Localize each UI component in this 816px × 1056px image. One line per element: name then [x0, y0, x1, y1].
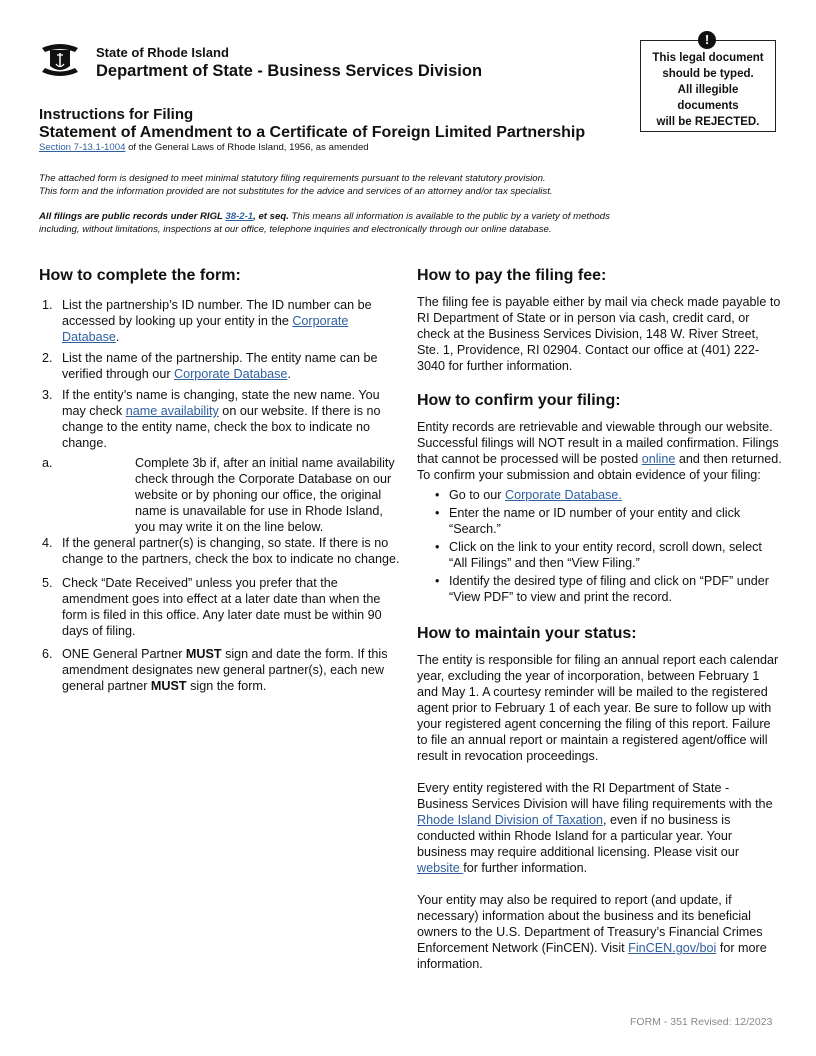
bullet-text: Go to our — [449, 488, 506, 502]
step-text: If the entity’s name is changing, state the new name. You may check — [62, 388, 380, 418]
must-emphasis: MUST — [185, 647, 222, 661]
rhode-island-seal-icon — [38, 38, 82, 82]
step-item — [39, 350, 404, 382]
paragraph-text: Every entity registered with the RI Department of State - Business Services Division will have filing requirements with the — [417, 781, 773, 811]
disclaimer-line: The attached form is designed to meet minimal statutory filing requirements pursuant to the relevant statutory provision. — [39, 173, 546, 184]
corporate-database-link[interactable]: Corporate Database — [174, 367, 288, 381]
step-item — [39, 297, 404, 345]
bullet-text: Enter the name or ID number of your entity and click “Search.” — [449, 506, 741, 536]
form-revision-footer: FORM - 351 Revised: 12/2023 — [630, 1016, 773, 1028]
website-link[interactable]: website — [417, 861, 464, 875]
public-records-notice — [39, 210, 610, 236]
step-text: . — [115, 330, 120, 344]
section-heading: How to confirm your filing: — [417, 392, 621, 409]
warning-line: All illegible — [677, 84, 739, 96]
state-name: State of Rhode Island — [96, 45, 229, 60]
maintain-paragraph — [417, 780, 782, 876]
bullet-text: Identify the desired type of filing and click on “PDF” under “View PDF” to view and print the record. — [449, 574, 769, 604]
pay-fee-section — [417, 267, 782, 374]
exclamation-icon: ! — [698, 31, 716, 49]
bullet-icon: • — [435, 540, 440, 554]
step-number: 4. — [42, 536, 53, 550]
bullet-item — [417, 539, 782, 571]
confirm-filing-section — [417, 392, 782, 605]
public-records-text: including, without limitations, inspections at our office, telephone inquiries and electronically through our online database. — [39, 224, 552, 235]
section-heading: How to complete the form: — [39, 267, 241, 284]
step-text: sign the form. — [186, 679, 267, 693]
confirm-text-part: and then returned. To confirm your submission and obtain evidence of your filing: — [417, 452, 782, 482]
warning-line: This legal document — [652, 52, 764, 64]
bullet-icon: • — [435, 574, 440, 588]
public-records-text: This means all information is available to the public by a variety of methods — [288, 211, 610, 222]
step-item — [39, 646, 404, 694]
pay-fee-text: The filing fee is payable either by mail via check made payable to RI Department of State or in person via cash, credit card, or check at the Business Services Division, 148 W. River Street, Ste. 1, Providence, RI 02904. Contact our office at (401) 222-3040 for further information. — [417, 295, 781, 373]
maintain-status-section — [417, 625, 782, 972]
paragraph-text: Your entity may also be required to report (and update, if necessary) information about the business and its beneficial owners to the U.S. Department of Treasury’s Financial Crimes Enforcement Network (FinCEN). Visit — [417, 893, 763, 955]
sub-step-item — [39, 455, 404, 535]
warning-line: will be REJECTED. — [656, 116, 760, 128]
public-records-bold: All filings are public records under RIGL — [39, 211, 226, 222]
step-text: If the general partner(s) is changing, so state. If there is no change to the partners, check the box to indicate no change. — [62, 536, 400, 566]
step-text: ONE General Partner — [62, 647, 186, 661]
bullet-item — [417, 487, 782, 503]
step-number: 6. — [42, 647, 53, 661]
confirm-text-part: Entity records are retrievable and viewable through our website. Successful filings will NOT result in a mailed confirmation. Filings that cannot be processed will be posted — [417, 420, 779, 466]
section-heading: How to maintain your status: — [417, 625, 637, 642]
must-emphasis: MUST — [150, 679, 187, 693]
step-text: List the name of the partnership. The entity name can be verified through our — [62, 351, 378, 381]
online-link[interactable]: online — [641, 452, 676, 466]
step-item — [39, 575, 404, 639]
step-number: 3. — [42, 388, 53, 402]
paragraph-text: for more information. — [417, 941, 767, 971]
et-seq: , et seq. — [253, 211, 289, 222]
paragraph-text: , even if no business is conducted within Rhode Island for a particular year. Your business may require additional licensing. Please visit our — [417, 813, 740, 859]
bullet-icon: • — [435, 506, 440, 520]
department-name: Department of State - Business Services Division — [96, 62, 483, 80]
rigl-link[interactable]: 38-2-1 — [225, 211, 254, 222]
division-of-taxation-link[interactable]: Rhode Island Division of Taxation — [417, 813, 603, 827]
bullet-item — [417, 573, 782, 605]
section-link[interactable]: Section 7-13.1-1004 — [39, 142, 126, 153]
step-text: . — [287, 367, 291, 381]
disclaimer-line: This form and the information provided are not substitutes for the advice and services of an attorney and/or tax specialist. — [39, 186, 553, 197]
step-number: 1. — [42, 298, 53, 312]
corporate-database-link[interactable]: Corporate Database. — [505, 488, 622, 502]
bullet-item — [417, 505, 782, 537]
complete-form-section — [39, 267, 404, 699]
page-title-line2: Statement of Amendment to a Certificate of Foreign Limited Partnership — [39, 124, 586, 141]
step-number: 2. — [42, 351, 53, 365]
maintain-paragraph: The entity is responsible for filing an annual report each calendar year, excluding the year of incorporation, between February 1 and May 1. A courtesy reminder will be mailed to the registered agent prior to February 1 of each year. Be sure to follow up with your registered agent concerning the filing of this report. Failure to file an annual report or maintain a registered agent/office will result in revocation proceedings. — [417, 653, 779, 763]
statute-text: of the General Laws of Rhode Island, 1956, as amended — [125, 142, 369, 153]
step-number: 5. — [42, 576, 53, 590]
paragraph-text: for further information. — [463, 861, 588, 875]
statute-reference — [39, 142, 369, 153]
bullet-icon: • — [435, 488, 440, 502]
warning-line: documents — [677, 100, 739, 112]
page-title-line1: Instructions for Filing — [39, 106, 194, 123]
maintain-paragraph — [417, 892, 782, 972]
fincen-link[interactable]: FinCEN.gov/boi — [628, 941, 717, 955]
step-item — [39, 387, 404, 535]
warning-line: should be typed. — [662, 68, 754, 80]
typed-warning-box — [640, 40, 776, 132]
step-text: on our website. If there is no change to the entity name, check the box to indicate no change. — [62, 404, 381, 450]
confirm-text — [417, 419, 782, 483]
step-text: List the partnership’s ID number. The ID number can be accessed by looking up your entity in the — [62, 298, 372, 328]
step-item — [39, 535, 404, 567]
right-column — [417, 267, 782, 972]
name-availability-link[interactable]: name availability — [125, 404, 219, 418]
section-heading: How to pay the filing fee: — [417, 267, 607, 284]
disclaimer-text — [39, 172, 553, 198]
bullet-text: Click on the link to your entity record, scroll down, select “All Filings” and then “View Filing.” — [449, 540, 762, 570]
sub-step-number: a. — [42, 456, 53, 470]
sub-step-text: Complete 3b if, after an initial name availability check through the Corporate Database on our website or by phoning our office, the original name is unavailable for use in Rhode Island, you may write it on the line below. — [135, 456, 395, 534]
corporate-database-link[interactable]: Corporate Database — [62, 314, 349, 344]
step-text: sign and date the form. If this amendment designates new general partner(s), each new general partner — [62, 647, 388, 693]
step-text: Check “Date Received” unless you prefer that the amendment goes into effect at a later date than when the form is filed in this office. Any later date must be within 90 days of filing. — [62, 576, 382, 638]
